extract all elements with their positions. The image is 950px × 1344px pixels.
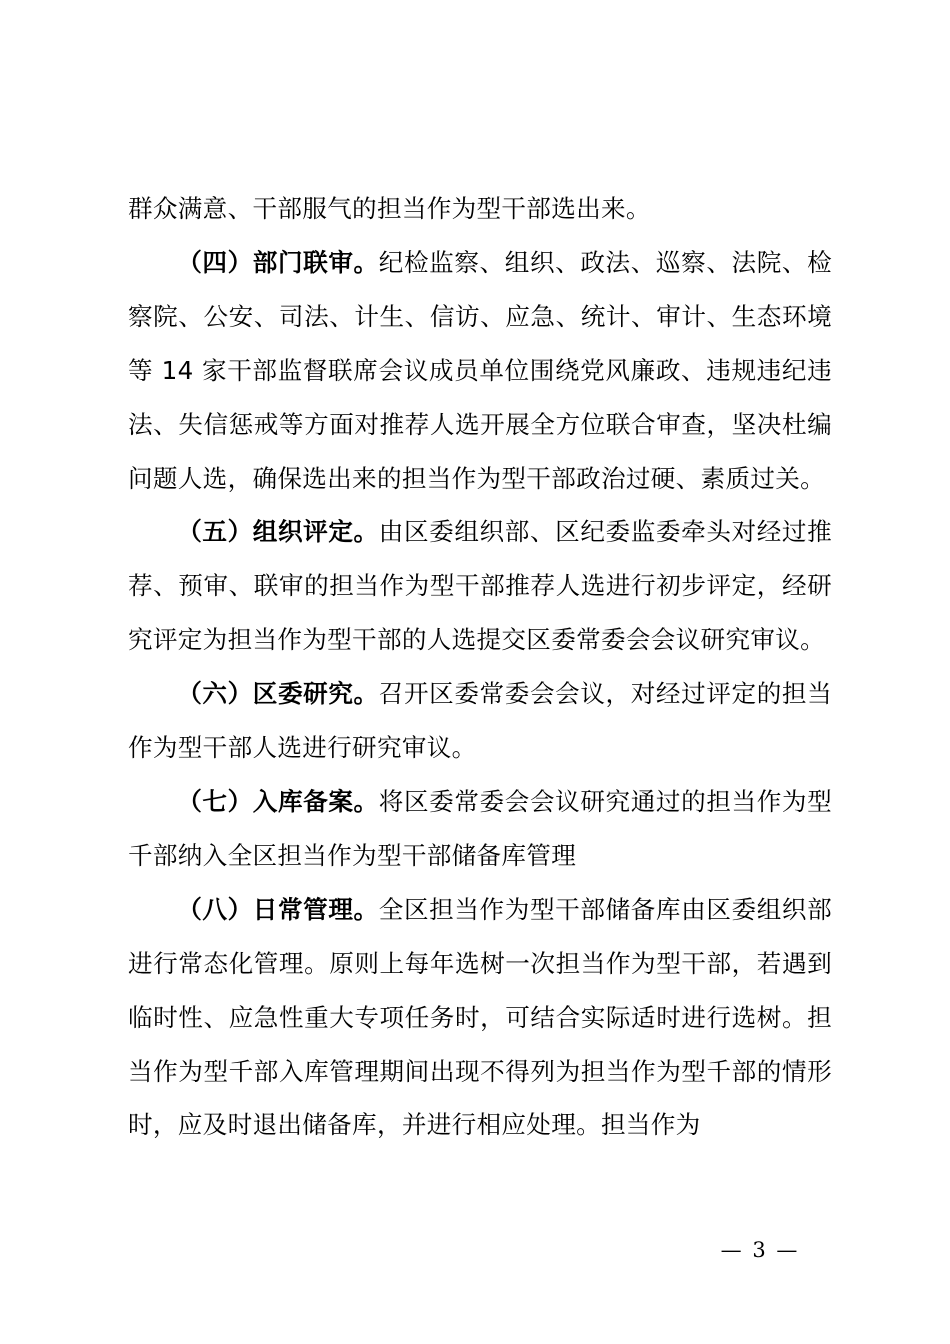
paragraph-district-committee-study (128, 667, 832, 775)
paragraph-heading: （六）区委研究。 (177, 679, 379, 709)
paragraph-heading: （八）日常管理。 (177, 894, 379, 924)
document-body (128, 182, 832, 1152)
paragraph-text: 纪检监察、组织、政法、巡察、法院、检察院、公安、司法、计生、信访、应急、统计、审计、生态环境等 14 家干部监督联席会议成员单位围绕党风廉政、违规违纪违法、失信惩戒等方面对推荐人选开展全方位联合审查，坚决杜编问题人选，确保选出来的担当作为型干部政治过硬、素质过关。 (128, 247, 832, 493)
paragraph-text: 将区委常委会会议研究通过的担当作为型千部纳入全区担当作为型干部储备库管理 (128, 786, 832, 870)
paragraph-heading: （七）入库备案。 (177, 786, 379, 816)
page-number: — 3 — (720, 1238, 800, 1262)
paragraph-text: 全区担当作为型干部储备库由区委组织部进行常态化管理。原则上每年选树一次担当作为型干部，若遇到临时性、应急性重大专项任务时，可结合实际适时进行选树。担当作为型千部入库管理期间出现不得列为担当作为型千部的情形时，应及时退出储备库，并进行相应处理。担当作为 (128, 894, 832, 1140)
paragraph-text: 由区委组织部、区纪委监委牵头对经过推荐、预审、联审的担当作为型干部推荐人选进行初步评定，经研究评定为担当作为型干部的人选提交区委常委会会议研究审议。 (128, 517, 832, 655)
paragraph-heading: （四）部门联审。 (177, 247, 379, 277)
paragraph-organization-evaluation (128, 505, 832, 667)
paragraph-filing (128, 775, 832, 883)
paragraph-daily-management (128, 883, 832, 1153)
paragraph-text: 召开区委常委会会议，对经过评定的担当作为型干部人选进行研究审议。 (128, 679, 832, 763)
paragraph-continuation (128, 182, 832, 236)
paragraph-heading: （五）组织评定。 (177, 517, 379, 547)
paragraph-department-review (128, 236, 832, 506)
paragraph-text: 群众满意、干部服气的担当作为型干部选出来。 (128, 194, 651, 223)
